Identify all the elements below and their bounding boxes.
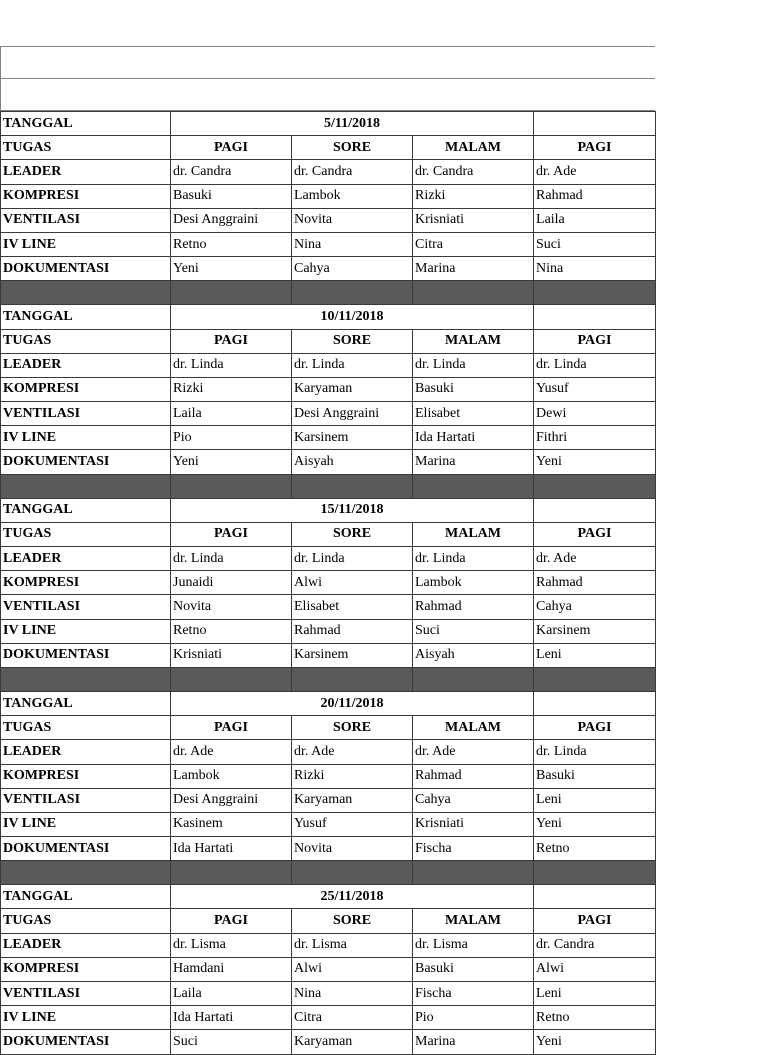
- staff-cell: dr. Linda: [292, 353, 413, 377]
- separator-row: [1, 474, 656, 498]
- staff-cell: Junaidi: [171, 571, 292, 595]
- staff-cell: Leni: [534, 982, 656, 1006]
- separator-cell: [1, 667, 171, 691]
- staff-cell: Alwi: [534, 957, 656, 981]
- staff-cell: Karsinem: [534, 619, 656, 643]
- role-label: DOKUMENTASI: [1, 837, 171, 861]
- staff-cell: dr. Ade: [292, 740, 413, 764]
- staff-cell: Rahmad: [292, 619, 413, 643]
- shift-header: PAGI: [534, 716, 656, 740]
- role-row: [1, 160, 656, 184]
- shift-header: MALAM: [413, 909, 534, 933]
- staff-cell: Citra: [292, 1006, 413, 1030]
- role-row: [1, 788, 656, 812]
- date-extra-cell: [534, 305, 656, 329]
- staff-cell: Ida Hartati: [413, 426, 534, 450]
- staff-cell: Aisyah: [413, 643, 534, 667]
- role-row: [1, 257, 656, 281]
- staff-cell: Rahmad: [534, 571, 656, 595]
- staff-cell: dr. Linda: [171, 353, 292, 377]
- staff-cell: dr. Linda: [413, 353, 534, 377]
- staff-cell: Marina: [413, 1030, 534, 1054]
- staff-cell: dr. Lisma: [292, 933, 413, 957]
- staff-cell: dr. Linda: [413, 547, 534, 571]
- staff-cell: dr. Ade: [413, 740, 534, 764]
- staff-cell: dr. Linda: [171, 547, 292, 571]
- shift-header: MALAM: [413, 716, 534, 740]
- date-extra-cell: [534, 885, 656, 909]
- staff-cell: Lambok: [292, 184, 413, 208]
- shift-header-row: [1, 136, 656, 160]
- sheet-top-border: [0, 46, 655, 47]
- role-label: IV LINE: [1, 426, 171, 450]
- role-label: KOMPRESI: [1, 764, 171, 788]
- role-label: IV LINE: [1, 812, 171, 836]
- role-row: [1, 208, 656, 232]
- shift-header: PAGI: [171, 909, 292, 933]
- staff-cell: Rizki: [413, 184, 534, 208]
- staff-cell: dr. Ade: [534, 547, 656, 571]
- separator-cell: [292, 281, 413, 305]
- separator-cell: [534, 474, 656, 498]
- staff-cell: Basuki: [534, 764, 656, 788]
- role-row: [1, 377, 656, 401]
- date-value: 25/11/2018: [171, 885, 534, 909]
- shift-header: PAGI: [534, 329, 656, 353]
- staff-cell: dr. Linda: [534, 740, 656, 764]
- staff-cell: Rahmad: [413, 764, 534, 788]
- role-row: [1, 643, 656, 667]
- shift-header: SORE: [292, 716, 413, 740]
- staff-cell: Yusuf: [292, 812, 413, 836]
- staff-cell: Retno: [534, 837, 656, 861]
- staff-cell: Pio: [171, 426, 292, 450]
- staff-cell: Ida Hartati: [171, 837, 292, 861]
- separator-cell: [1, 474, 171, 498]
- tanggal-label: TANGGAL: [1, 691, 171, 715]
- shift-header: PAGI: [171, 522, 292, 546]
- date-row: [1, 305, 656, 329]
- role-row: [1, 547, 656, 571]
- staff-cell: dr. Lisma: [171, 933, 292, 957]
- staff-cell: dr. Lisma: [413, 933, 534, 957]
- staff-cell: Retno: [534, 1006, 656, 1030]
- role-label: DOKUMENTASI: [1, 643, 171, 667]
- staff-cell: Suci: [171, 1030, 292, 1054]
- separator-cell: [292, 667, 413, 691]
- staff-cell: Nina: [292, 982, 413, 1006]
- staff-cell: Cahya: [413, 788, 534, 812]
- staff-cell: Laila: [171, 402, 292, 426]
- tanggal-label: TANGGAL: [1, 112, 171, 136]
- separator-cell: [534, 667, 656, 691]
- staff-cell: Leni: [534, 788, 656, 812]
- role-label: VENTILASI: [1, 788, 171, 812]
- separator-row: [1, 861, 656, 885]
- role-label: DOKUMENTASI: [1, 1030, 171, 1054]
- role-label: KOMPRESI: [1, 377, 171, 401]
- shift-header: SORE: [292, 329, 413, 353]
- staff-cell: Lambok: [413, 571, 534, 595]
- date-value: 15/11/2018: [171, 498, 534, 522]
- tugas-label: TUGAS: [1, 136, 171, 160]
- date-row: [1, 691, 656, 715]
- staff-cell: dr. Linda: [534, 353, 656, 377]
- date-extra-cell: [534, 112, 656, 136]
- staff-cell: Cahya: [534, 595, 656, 619]
- role-row: [1, 402, 656, 426]
- shift-header: PAGI: [534, 909, 656, 933]
- shift-header-row: [1, 716, 656, 740]
- staff-cell: Marina: [413, 257, 534, 281]
- date-row: [1, 112, 656, 136]
- role-row: [1, 571, 656, 595]
- role-row: [1, 595, 656, 619]
- separator-cell: [171, 474, 292, 498]
- role-label: VENTILASI: [1, 595, 171, 619]
- separator-row: [1, 667, 656, 691]
- role-row: [1, 764, 656, 788]
- staff-cell: dr. Candra: [413, 160, 534, 184]
- staff-cell: Aisyah: [292, 450, 413, 474]
- date-value: 5/11/2018: [171, 112, 534, 136]
- role-row: [1, 232, 656, 256]
- staff-cell: Elisabet: [413, 402, 534, 426]
- role-label: LEADER: [1, 353, 171, 377]
- separator-cell: [534, 861, 656, 885]
- role-row: [1, 184, 656, 208]
- tugas-label: TUGAS: [1, 522, 171, 546]
- staff-cell: Leni: [534, 643, 656, 667]
- date-value: 20/11/2018: [171, 691, 534, 715]
- role-label: VENTILASI: [1, 982, 171, 1006]
- separator-row: [1, 281, 656, 305]
- separator-cell: [171, 667, 292, 691]
- staff-cell: Desi Anggraini: [171, 788, 292, 812]
- shift-header-row: [1, 909, 656, 933]
- shift-header-row: [1, 329, 656, 353]
- role-label: LEADER: [1, 740, 171, 764]
- staff-cell: dr. Candra: [534, 933, 656, 957]
- staff-cell: Krisniati: [413, 812, 534, 836]
- role-row: [1, 957, 656, 981]
- staff-cell: Yusuf: [534, 377, 656, 401]
- shift-header: SORE: [292, 136, 413, 160]
- shift-header: SORE: [292, 522, 413, 546]
- role-label: DOKUMENTASI: [1, 257, 171, 281]
- separator-cell: [171, 281, 292, 305]
- separator-cell: [413, 281, 534, 305]
- staff-cell: Dewi: [534, 402, 656, 426]
- tugas-label: TUGAS: [1, 329, 171, 353]
- role-label: LEADER: [1, 547, 171, 571]
- role-row: [1, 1030, 656, 1054]
- role-row: [1, 837, 656, 861]
- staff-cell: Cahya: [292, 257, 413, 281]
- staff-cell: Pio: [413, 1006, 534, 1030]
- separator-cell: [1, 281, 171, 305]
- shift-header: PAGI: [171, 329, 292, 353]
- staff-cell: Fischa: [413, 837, 534, 861]
- staff-cell: Elisabet: [292, 595, 413, 619]
- shift-header: PAGI: [171, 716, 292, 740]
- staff-cell: dr. Linda: [292, 547, 413, 571]
- staff-cell: Basuki: [413, 377, 534, 401]
- date-value: 10/11/2018: [171, 305, 534, 329]
- staff-cell: Basuki: [171, 184, 292, 208]
- role-label: DOKUMENTASI: [1, 450, 171, 474]
- staff-cell: Laila: [534, 208, 656, 232]
- staff-cell: dr. Candra: [171, 160, 292, 184]
- role-row: [1, 1006, 656, 1030]
- role-label: IV LINE: [1, 232, 171, 256]
- role-row: [1, 619, 656, 643]
- tanggal-label: TANGGAL: [1, 305, 171, 329]
- staff-cell: Alwi: [292, 571, 413, 595]
- staff-cell: Ida Hartati: [171, 1006, 292, 1030]
- staff-cell: Rizki: [292, 764, 413, 788]
- staff-cell: dr. Candra: [292, 160, 413, 184]
- date-row: [1, 498, 656, 522]
- staff-cell: dr. Ade: [171, 740, 292, 764]
- staff-cell: Retno: [171, 232, 292, 256]
- separator-cell: [292, 861, 413, 885]
- role-row: [1, 982, 656, 1006]
- separator-cell: [534, 281, 656, 305]
- staff-cell: Karyaman: [292, 788, 413, 812]
- separator-cell: [413, 667, 534, 691]
- staff-cell: Rizki: [171, 377, 292, 401]
- tanggal-label: TANGGAL: [1, 885, 171, 909]
- staff-cell: Suci: [534, 232, 656, 256]
- shift-header: PAGI: [534, 136, 656, 160]
- role-row: [1, 426, 656, 450]
- tugas-label: TUGAS: [1, 716, 171, 740]
- role-label: VENTILASI: [1, 402, 171, 426]
- staff-cell: Karyaman: [292, 1030, 413, 1054]
- role-label: VENTILASI: [1, 208, 171, 232]
- role-label: KOMPRESI: [1, 184, 171, 208]
- staff-cell: Krisniati: [171, 643, 292, 667]
- shift-header: MALAM: [413, 329, 534, 353]
- staff-cell: Novita: [292, 837, 413, 861]
- staff-cell: Citra: [413, 232, 534, 256]
- shift-header: PAGI: [534, 522, 656, 546]
- role-label: LEADER: [1, 160, 171, 184]
- staff-cell: Karyaman: [292, 377, 413, 401]
- staff-cell: Desi Anggraini: [292, 402, 413, 426]
- sheet-border-2: [0, 78, 655, 79]
- staff-cell: Yeni: [534, 1030, 656, 1054]
- tanggal-label: TANGGAL: [1, 498, 171, 522]
- staff-cell: Rahmad: [534, 184, 656, 208]
- shift-header: MALAM: [413, 522, 534, 546]
- staff-cell: Yeni: [534, 812, 656, 836]
- shift-header: SORE: [292, 909, 413, 933]
- date-row: [1, 885, 656, 909]
- staff-cell: Nina: [534, 257, 656, 281]
- role-row: [1, 353, 656, 377]
- duty-schedule-table: [0, 111, 656, 1055]
- staff-cell: Novita: [171, 595, 292, 619]
- tugas-label: TUGAS: [1, 909, 171, 933]
- staff-cell: Desi Anggraini: [171, 208, 292, 232]
- shift-header-row: [1, 522, 656, 546]
- staff-cell: Fischa: [413, 982, 534, 1006]
- separator-cell: [292, 474, 413, 498]
- staff-cell: Basuki: [413, 957, 534, 981]
- separator-cell: [413, 474, 534, 498]
- shift-header: MALAM: [413, 136, 534, 160]
- staff-cell: Karsinem: [292, 426, 413, 450]
- separator-cell: [1, 861, 171, 885]
- staff-cell: Krisniati: [413, 208, 534, 232]
- sheet-left-border: [0, 46, 1, 111]
- date-extra-cell: [534, 691, 656, 715]
- staff-cell: Marina: [413, 450, 534, 474]
- staff-cell: Suci: [413, 619, 534, 643]
- role-label: IV LINE: [1, 619, 171, 643]
- staff-cell: Fithri: [534, 426, 656, 450]
- staff-cell: Novita: [292, 208, 413, 232]
- role-label: KOMPRESI: [1, 571, 171, 595]
- staff-cell: Rahmad: [413, 595, 534, 619]
- staff-cell: Yeni: [534, 450, 656, 474]
- role-row: [1, 450, 656, 474]
- staff-cell: Hamdani: [171, 957, 292, 981]
- staff-cell: Yeni: [171, 257, 292, 281]
- staff-cell: Kasinem: [171, 812, 292, 836]
- staff-cell: Alwi: [292, 957, 413, 981]
- staff-cell: Lambok: [171, 764, 292, 788]
- date-extra-cell: [534, 498, 656, 522]
- role-label: IV LINE: [1, 1006, 171, 1030]
- schedule-body: [1, 112, 656, 1055]
- role-label: LEADER: [1, 933, 171, 957]
- staff-cell: Yeni: [171, 450, 292, 474]
- staff-cell: Retno: [171, 619, 292, 643]
- staff-cell: dr. Ade: [534, 160, 656, 184]
- role-label: KOMPRESI: [1, 957, 171, 981]
- separator-cell: [171, 861, 292, 885]
- role-row: [1, 933, 656, 957]
- role-row: [1, 812, 656, 836]
- role-row: [1, 740, 656, 764]
- staff-cell: Laila: [171, 982, 292, 1006]
- separator-cell: [413, 861, 534, 885]
- staff-cell: Karsinem: [292, 643, 413, 667]
- staff-cell: Nina: [292, 232, 413, 256]
- shift-header: PAGI: [171, 136, 292, 160]
